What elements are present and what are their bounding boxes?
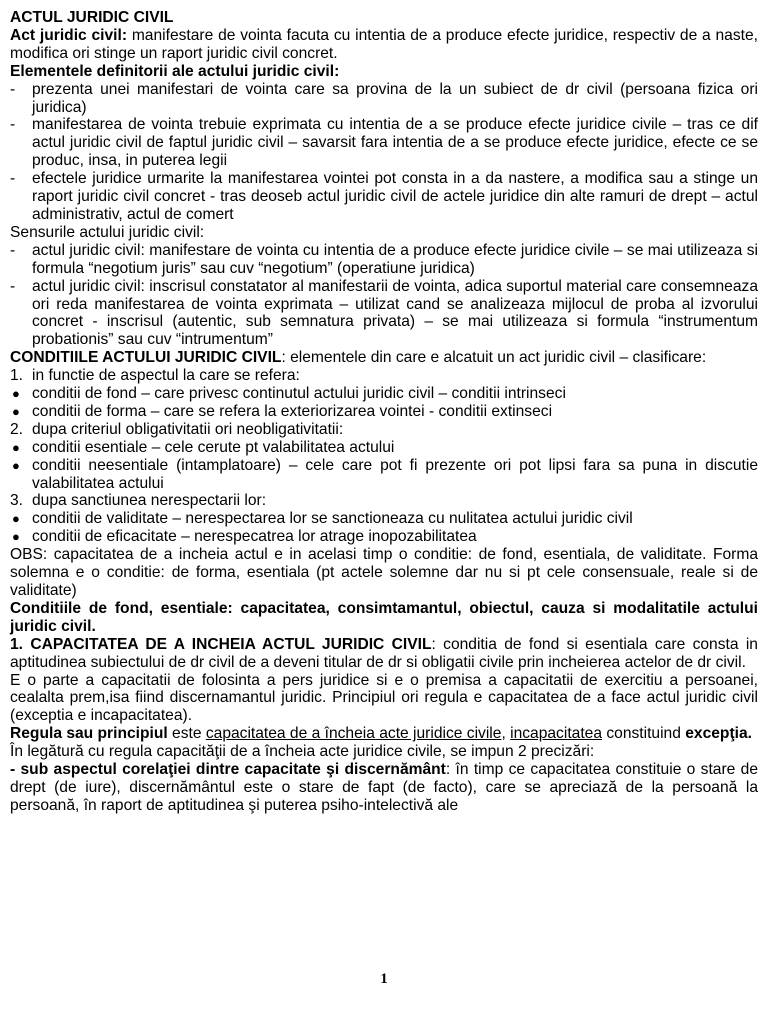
document-page (10, 9, 758, 815)
senses-heading: Sensurile actului juridic civil: (10, 223, 205, 241)
capacity-text: : conditia de fond si esentiala care consta in aptitudinea subiectului de dr civil de a deveni titular de dr si obligatii civile prin incheierea actelor de dr civil. (10, 635, 758, 671)
list-item: ● conditii de eficacitate – nerespecatrea lor atrage inopozabilitatea (12, 528, 477, 546)
rule-paragraph-2: În legătură cu regula capacităţii de a încheia acte juridice civile, se impun 2 precizări: (10, 743, 595, 761)
aspect-paragraph: - sub aspectul corelaţiei dintre capacitate şi discernământ: în timp ce capacitatea constituie o stare de drept (de iure), discernământul este o stare de fapt (de facto), care se apreciază de la persoană la persoană, în raport de aptitudinea şi puterea psiho-intelectivă ale (10, 761, 758, 814)
rule-paragraph: Regula sau principiul este capacitatea de a încheia acte juridice civile, incapacitatea constituind excepţia. (10, 725, 752, 743)
list-item: - manifestarea de vointa trebuie exprimata cu intentia de a se produce efecte juridice civile – tras ce dif actul juridic civil de faptul juridic civil – savarsit fara intentia de a se produce efecte juridice, efecte ce se produc, insa, in puterea legii (10, 116, 758, 170)
conditions-paragraph (10, 349, 758, 367)
list-item: - prezenta unei manifestari de vointa care sa provina de la un subiect de dr civil (persoana fizica ori juridica) (10, 80, 758, 116)
classification-item: 1. in functie de aspectul la care se refera: (10, 367, 300, 385)
conditions-heading: CONDITIILE ACTULUI JURIDIC CIVIL (10, 349, 282, 367)
list-item: ● conditii de forma – care se refera la exteriorizarea vointei - conditii extinseci (12, 402, 553, 420)
page-number: 1 (380, 971, 388, 987)
classification-item: 2. dupa criteriul obligativitatii ori neobligativitatii: (10, 420, 344, 438)
list-item: ● conditii neesentiale (intamplatoare) – cele care pot fi prezente ori pot lipsi fara sa puna in discutie valabilitatea actului (12, 456, 758, 492)
classification-item: 3. dupa sanctiunea nerespectarii lor: (10, 492, 267, 510)
conditions-text: : elementele din care e alcatuit un act juridic civil – clasificare: (281, 349, 707, 367)
obs-paragraph: OBS: capacitatea de a incheia actul e in acelasi timp o conditie: de fond, esentiala, de validitate. Forma solemna e o conditie: de forma, esentiala (pt actele solemne dar nu si pt cele consensuale, reale si de validitate) (10, 546, 758, 599)
definition-term: Act juridic civil: (10, 26, 128, 44)
list-item: - efectele juridice urmarite la manifestarea vointei pot consta in a da nastere, a modifica sau a stinge un raport juridic civil concret - tras deoseb actul juridic civil de actele juridice din alte ramuri de drept – actul administrativ, actul de comert (10, 170, 758, 223)
list-item: - actul juridic civil: inscrisul constatator al manifestarii de vointa, adica suportul material care consemneaza ori reda manifestarea de vointa exprimata – utilizat cand se analizeaza mijlocul de proba al izvorului concret - inscrisul (autentic, sub semnatura privata) – se mai utilizeaza si formula “instrumentum probationis” sau cuv “intrumentum” (10, 277, 758, 349)
list-item: - actul juridic civil: manifestare de vointa cu intentia de a produce efecte juridice civile – se mai utilizeaza si formula “negotium juris” sau cuv “negotium” (operatiune juridica) (10, 241, 758, 277)
definition-paragraph (10, 27, 758, 63)
list-item: ● conditii esentiale – cele cerute pt valabilitatea actului (12, 438, 395, 456)
definition-text: manifestare de vointa facuta cu intentia de a produce efecte juridice, respectiv de a naste, modifica ori stinge un raport juridic civil concret. (10, 26, 758, 62)
list-item: ● conditii de fond – care privesc continutul actului juridic civil – conditii intrinseci (12, 385, 566, 403)
capacity-paragraph-2: E o parte a capacitatii de folosinta a pers juridice si e o premisa a capacitatii de exercitiu a persoanei, cealalta prem,isa fiind discernamantul juridic. Principiul ori regula e capacitatea de a face actul juridic civil (exceptia e incapacitatea). (10, 671, 758, 725)
fond-conditions-paragraph: Conditiile de fond, esentiale: capacitatea, consimtamantul, obiectul, cauza si modalitatile actului juridic civil. (10, 599, 758, 635)
capacity-paragraph (10, 636, 758, 672)
list-item: ● conditii de validitate – nerespectarea lor se sanctioneaza cu nulitatea actului juridic civil (12, 510, 633, 528)
capacity-heading: 1. CAPACITATEA DE A INCHEIA ACTUL JURIDIC CIVIL (10, 635, 432, 653)
doc-title: ACTUL JURIDIC CIVIL (10, 9, 174, 26)
elements-heading: Elementele definitorii ale actului juridic civil: (10, 62, 340, 80)
